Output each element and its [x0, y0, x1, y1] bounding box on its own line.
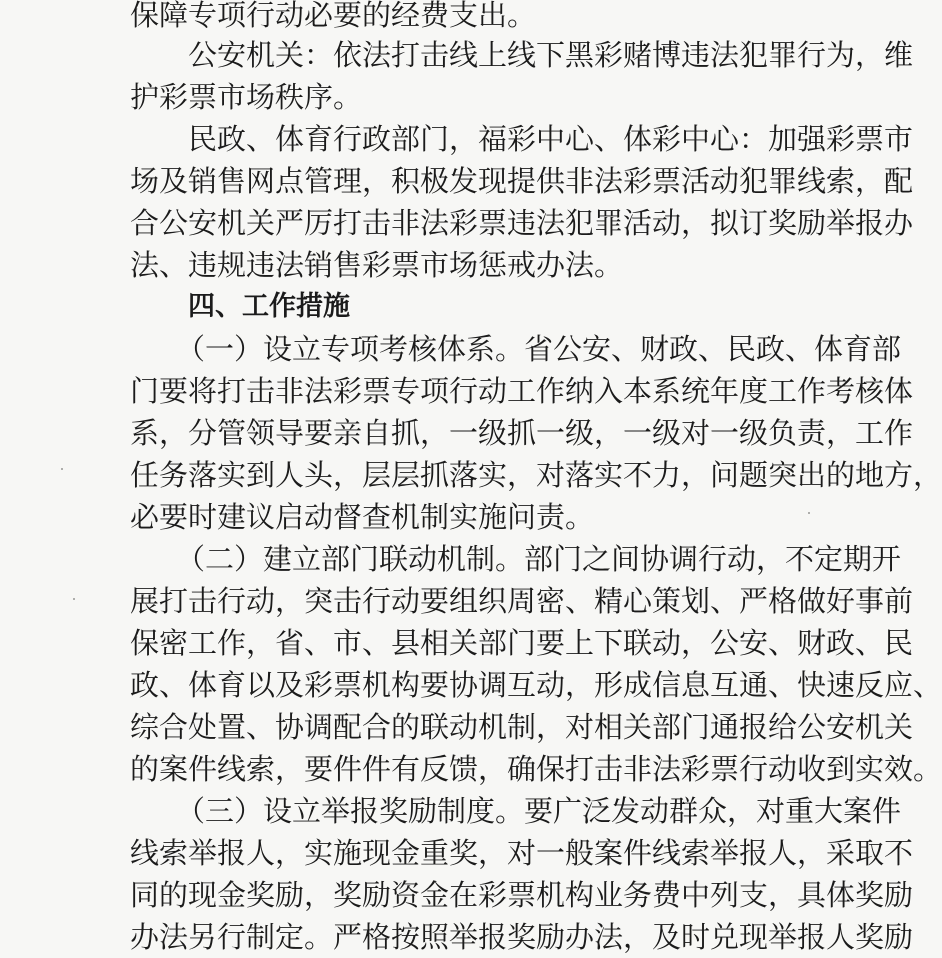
body-text-line: 的案件线索，要件件有反馈，确保打击非法彩票行动收到实效。: [130, 752, 942, 786]
scan-speck: [73, 598, 75, 600]
body-text-line: 展打击行动，突击行动要组织周密、精心策划、严格做好事前: [130, 584, 914, 618]
body-text-line: 保密工作，省、市、县相关部门要上下联动，公安、财政、民: [130, 626, 914, 660]
scan-speck: [808, 512, 810, 514]
body-text-line: 门要将打击非法彩票专项行动工作纳入本系统年度工作考核体: [130, 374, 914, 408]
body-text-line: 民政、体育行政部门，福彩中心、体彩中心：加强彩票市: [188, 122, 914, 156]
scan-speck: [61, 468, 63, 470]
body-text-line: 必要时建议启动督查机制实施问责。: [130, 500, 595, 534]
body-text-line: 线索举报人，实施现金重奖，对一般案件线索举报人，采取不: [130, 836, 914, 870]
body-text-line: 合公安机关严厉打击非法彩票违法犯罪活动，拟订奖励举报办: [130, 206, 914, 240]
body-text-line: 办法另行制定。严格按照举报奖励办法，及时兑现举报人奖励: [130, 920, 914, 954]
body-text-line: 同的现金奖励，奖励资金在彩票机构业务费中列支，具体奖励: [130, 878, 914, 912]
section-heading: 四、工作措施: [188, 291, 350, 322]
body-text-line: （三）设立举报奖励制度。要广泛发动群众，对重大案件: [176, 794, 902, 828]
body-text-line: 场及销售网点管理，积极发现提供非法彩票活动犯罪线索，配: [130, 164, 914, 198]
body-text-line: 护彩票市场秩序。: [130, 80, 363, 114]
body-text-line: 保障专项行动必要的经费支出。: [130, 0, 537, 32]
body-text-line: 公安机关：依法打击线上线下黑彩赌博违法犯罪行为，维: [188, 38, 914, 72]
body-text-line: 政、体育以及彩票机构要协调互动，形成信息互通、快速反应、: [130, 668, 942, 702]
body-text-line: （一）设立专项考核体系。省公安、财政、民政、体育部: [176, 332, 902, 366]
body-text-line: 法、违规违法销售彩票市场惩戒办法。: [130, 248, 624, 282]
body-text-line: （二）建立部门联动机制。部门之间协调行动，不定期开: [176, 542, 902, 576]
body-text-line: 系，分管领导要亲自抓，一级抓一级，一级对一级负责，工作: [130, 416, 914, 450]
body-text-line: 任务落实到人头，层层抓落实，对落实不力，问题突出的地方，: [130, 458, 942, 492]
body-text-line: 综合处置、协调配合的联动机制，对相关部门通报给公安机关: [130, 710, 914, 744]
